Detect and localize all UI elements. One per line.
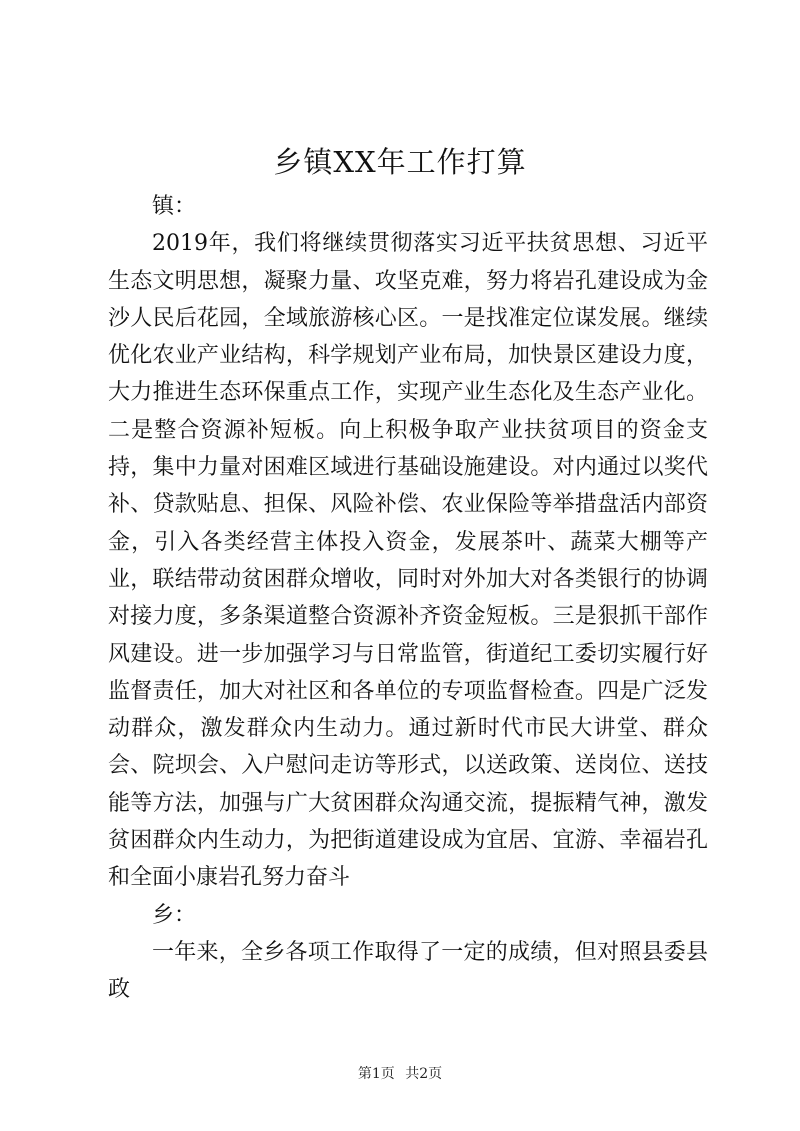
document-title: 乡镇XX年工作打算: [273, 145, 527, 179]
page-number: 第1页: [357, 1066, 395, 1082]
paragraph-town-plan: 2019年，我们将继续贯彻落实习近平扶贫思想、习近平生态文明思想，凝聚力量、攻坚克难，努力将岩孔建设成为金沙人民后花园，全域旅游核心区。一是找准定位谋发展。继续优化农业产业结构，科学规划产业布局，加快景区建设力度，大力推进生态环保重点工作，实现产业生态化及生态产业化。二是整合资源补短板。向上积极争取产业扶贫项目的资金支持，集中力量对困难区域进行基础设施建设。对内通过以奖代补、贷款贴息、担保、风险补偿、农业保险等举措盘活内部资金，引入各类经营主体投入资金，发展茶叶、蔬菜大棚等产业，联结带动贫困群众增收，同时对外加大对各类银行的协调对接力度，多条渠道整合资源补齐资金短板。三是狠抓干部作风建设。进一步加强学习与日常监管，街道纪工委切实履行好监督责任，加大对社区和各单位的专项监督检查。四是广泛发动群众，激发群众内生动力。通过新时代市民大讲堂、群众会、院坝会、入户慰问走访等形式，以送政策、送岗位、送技能等方法，加强与广大贫困群众沟通交流，提振精气神，激发贫困群众内生动力，为把街道建设成为宜居、宜游、幸福岩孔和全面小康岩孔努力奋斗: [108, 231, 708, 891]
paragraph-township-heading: 乡：: [152, 902, 197, 928]
paragraph-township-summary: 一年来，全乡各项工作取得了一定的成绩，但对照县委县政: [108, 939, 708, 1003]
page-total: 共2页: [405, 1066, 443, 1082]
document-body: [108, 188, 708, 1009]
paragraph-town-heading: 镇：: [152, 194, 197, 219]
page-footer: [0, 1063, 800, 1083]
